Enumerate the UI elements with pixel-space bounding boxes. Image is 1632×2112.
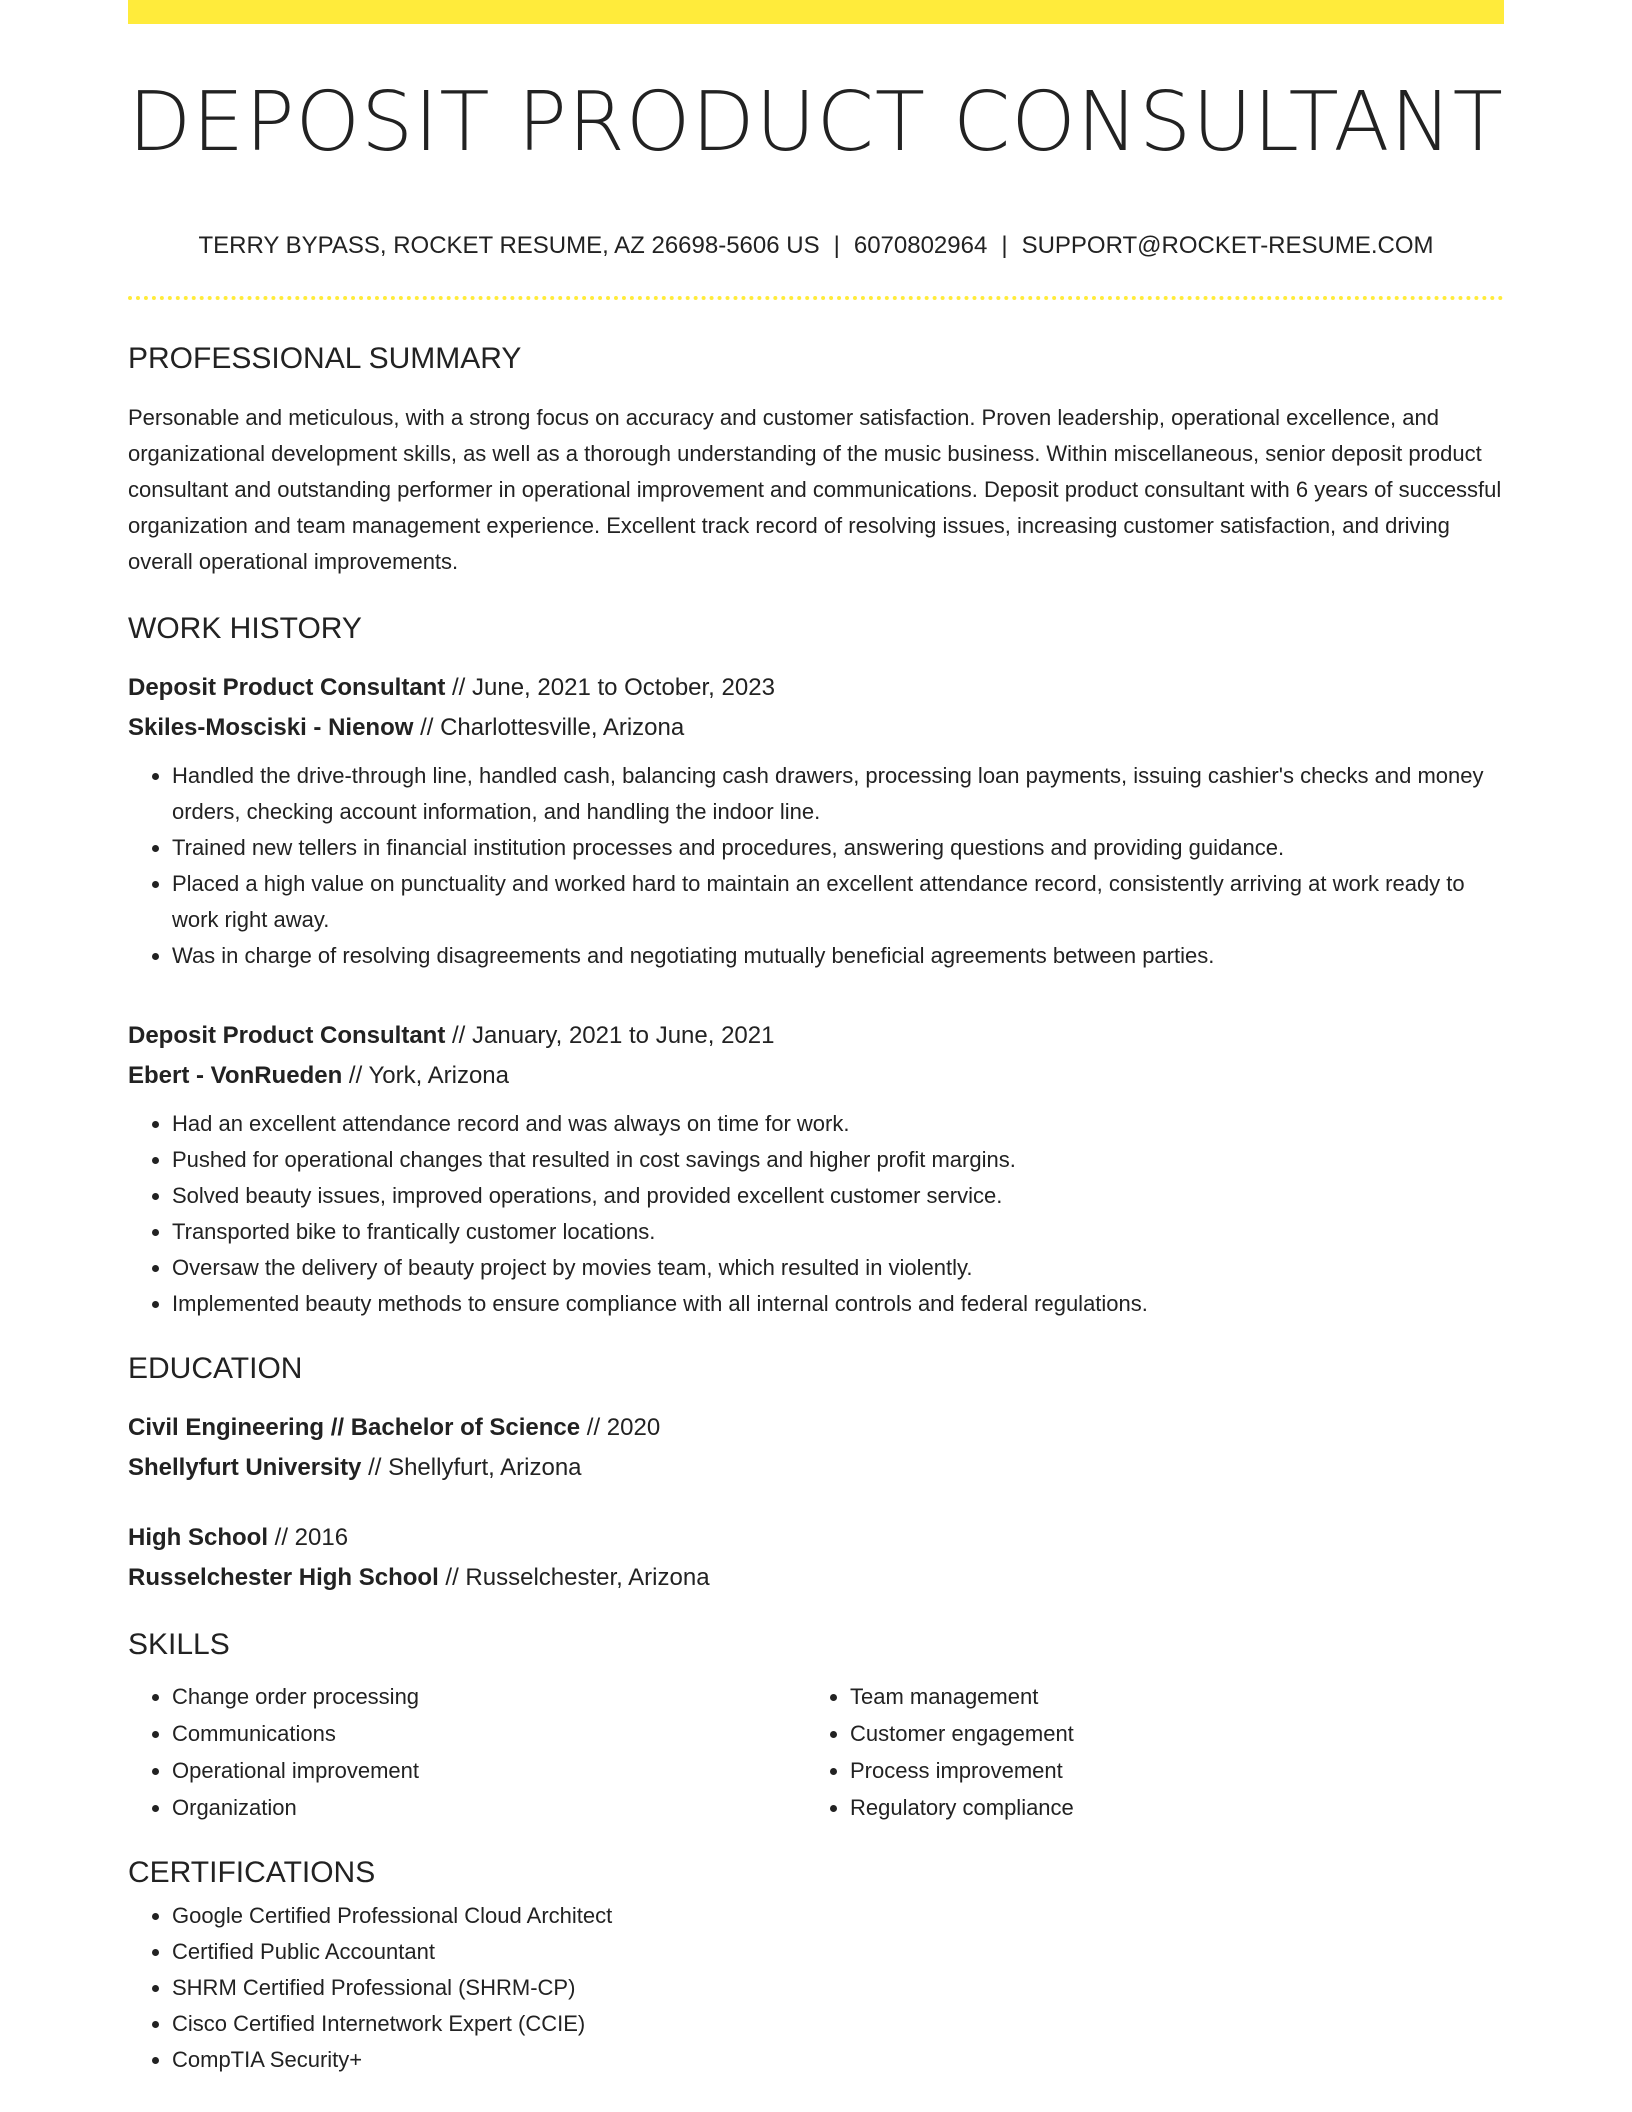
job-title-line [128, 668, 1504, 708]
contact-line [128, 234, 1504, 258]
education-degree-line [128, 1518, 1504, 1558]
education-school: Russelchester High School [128, 1564, 439, 1591]
dotted-divider [128, 296, 1504, 300]
job-bullet: • Trained new tellers in financial institution processes and procedures, answering questions and providing guidance. [172, 830, 1504, 866]
education-year: // 2016 [268, 1524, 349, 1551]
education-location: // Shellyfurt, Arizona [361, 1454, 582, 1481]
skill-item: • Regulatory compliance [850, 1789, 1484, 1826]
job-bullet: • Placed a high value on punctuality and worked hard to maintain an excellent attendance record, consistently arriving at work ready to work right away. [172, 866, 1504, 938]
certification-item: • SHRM Certified Professional (SHRM-CP) [172, 1970, 1504, 2006]
job-company-line [128, 708, 1504, 748]
education-school-line [128, 1558, 1504, 1598]
education-location: // Russelchester, Arizona [438, 1564, 710, 1591]
job-bullet: • Oversaw the delivery of beauty project by movies team, which resulted in violently. [172, 1250, 1504, 1286]
education-entry [128, 1518, 1504, 1598]
job-title-line [128, 1016, 1504, 1056]
contact-separator: | [1001, 232, 1008, 259]
certification-item: • Cisco Certified Internetwork Expert (CCIE) [172, 2006, 1504, 2042]
contact-separator: | [833, 232, 840, 259]
job-entry [128, 1016, 1504, 1322]
education-degree: High School [128, 1524, 268, 1551]
job-company: Ebert - VonRueden [128, 1062, 343, 1089]
certification-item: • Certified Public Accountant [172, 1934, 1504, 1970]
job-bullet: • Had an excellent attendance record and was always on time for work. [172, 1106, 1504, 1142]
education-degree: Civil Engineering // Bachelor of Science [128, 1414, 581, 1441]
job-bullet: • Handled the drive-through line, handled cash, balancing cash drawers, processing loan payments, issuing cashier's checks and money orders, checking account information, and handling the indoor line. [172, 758, 1504, 830]
skill-item: • Team management [850, 1678, 1484, 1715]
certifications-heading: CERTIFICATIONS [128, 1856, 376, 1889]
job-role: Deposit Product Consultant [128, 674, 446, 701]
education-school: Shellyfurt University [128, 1454, 362, 1481]
education-degree-line [128, 1408, 1504, 1448]
job-bullets [128, 758, 1504, 974]
job-company-line [128, 1056, 1504, 1096]
skill-item: • Communications [172, 1715, 806, 1752]
certification-item: • CompTIA Security+ [172, 2042, 1504, 2078]
resume-title: DEPOSIT PRODUCT CONSULTANT [128, 75, 1504, 170]
job-bullet: • Was in charge of resolving disagreements and negotiating mutually beneficial agreements between parties. [172, 938, 1504, 974]
job-entry [128, 668, 1504, 974]
education-entry [128, 1408, 1504, 1488]
contact-email: SUPPORT@ROCKET-RESUME.COM [1021, 232, 1434, 259]
top-accent-bar [128, 0, 1504, 24]
skills-heading: SKILLS [128, 1628, 230, 1661]
summary-heading: PROFESSIONAL SUMMARY [128, 342, 522, 375]
education-heading: EDUCATION [128, 1352, 303, 1385]
certifications-list [128, 1898, 1504, 2078]
work-history-heading: WORK HISTORY [128, 612, 362, 645]
job-bullet: • Transported bike to frantically customer locations. [172, 1214, 1504, 1250]
job-location: // York, Arizona [342, 1062, 510, 1089]
skill-item: • Change order processing [172, 1678, 806, 1715]
summary-text: Personable and meticulous, with a strong focus on accuracy and customer satisfaction. Proven leadership, operational excellence, and organizational development skills, as well as a thorough understanding of the music business. Within miscellaneous, senior deposit product consultant and outstanding performer in operational improvement and communications. Deposit product consultant with 6 years of successful organization and team management experience. Excellent track record of resolving issues, increasing customer satisfaction, and driving overall operational improvements. [128, 405, 1502, 574]
job-bullet: • Pushed for operational changes that resulted in cost savings and higher profit margins. [172, 1142, 1504, 1178]
job-dates: // June, 2021 to October, 2023 [445, 674, 775, 701]
certification-item: • Google Certified Professional Cloud Architect [172, 1898, 1504, 1934]
skill-item: • Organization [172, 1789, 806, 1826]
job-bullet: • Solved beauty issues, improved operations, and provided excellent customer service. [172, 1178, 1504, 1214]
job-company: Skiles-Mosciski - Nienow [128, 714, 414, 741]
education-year: // 2020 [580, 1414, 661, 1441]
contact-address: TERRY BYPASS, ROCKET RESUME, AZ 26698-5606 US [198, 232, 820, 259]
job-role: Deposit Product Consultant [128, 1022, 446, 1049]
job-bullets [128, 1106, 1504, 1322]
resume-page [128, 0, 1504, 2078]
job-dates: // January, 2021 to June, 2021 [445, 1022, 775, 1049]
skills-grid [128, 1678, 1504, 1826]
skills-list-left [128, 1678, 806, 1826]
job-bullet: • Implemented beauty methods to ensure compliance with all internal controls and federal regulations. [172, 1286, 1504, 1322]
skill-item: • Customer engagement [850, 1715, 1484, 1752]
skills-list-right [806, 1678, 1484, 1826]
education-school-line [128, 1448, 1504, 1488]
job-location: // Charlottesville, Arizona [413, 714, 685, 741]
skill-item: • Operational improvement [172, 1752, 806, 1789]
contact-phone: 6070802964 [853, 232, 988, 259]
skill-item: • Process improvement [850, 1752, 1484, 1789]
